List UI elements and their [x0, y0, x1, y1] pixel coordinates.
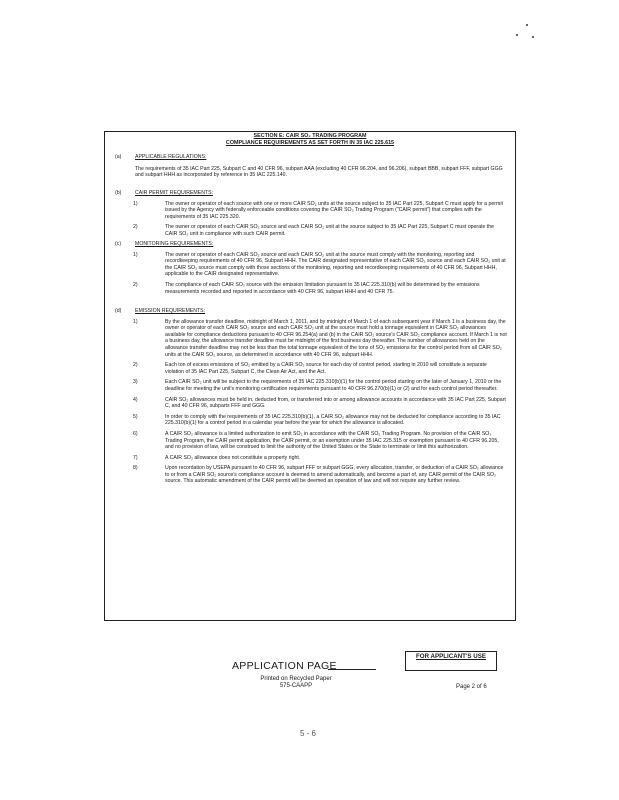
section-letter: (d)	[115, 308, 122, 314]
list-item-text: The owner or operator of each CAIR SO₂ source and each CAIR SO₂ unit at the source must comply with the monitoring, reporting and recordkeeping requirements of 40 CFR 96, Subpart HHH. The CAIR designated representative of each CAIR SO₂ source and each CAIR SO₂ unit at the CAIR SO₂ source must comply with those sections of the monitoring, reporting and recordkeeping requirements of 40 CFR 96, Subpart HHH, applicable to the CAIR designated representative.	[165, 251, 506, 278]
section-header	[105, 133, 515, 147]
section-heading	[115, 308, 507, 315]
list-item-text: The compliance of each CAIR SO₂ source with the emission limitation pursuant to 35 IAC 225.310(b) will be determined by the emissions measurements recorded and reported in accordance with 40 CFR 96, subpart HHH and 40 CFR 75.	[165, 281, 480, 295]
application-page-line	[328, 669, 376, 670]
section-heading-title: EMISSION REQUIREMENTS:	[135, 308, 206, 314]
section	[115, 308, 507, 485]
list-item	[115, 431, 507, 451]
applicant-use-label: FOR APPLICANT'S USE	[416, 653, 486, 660]
section-title: SECTION E: CAIR SO₂ TRADING PROGRAM	[253, 133, 367, 139]
list-item-text: A CAIR SO₂ allowance is a limited authorization to emit SO₂ in accordance with the CAIR SO₂ Trading Program. No provision of the CAIR SO₂ Trading Program, the CAIR permit application, the CAIR permit, or an exemption under 35 IAC 225.315 or exemption pursuant to 40 CFR 96.205, and no provision of law, will be construed to limit the authority of the United States or the State to terminate or limit this authorization.	[165, 430, 499, 451]
section	[115, 154, 507, 179]
list-item	[115, 455, 507, 462]
list-item	[115, 252, 507, 278]
section-letter: (b)	[115, 190, 122, 196]
section-paragraph: The requirements of 35 IAC Part 225, Subpart C and 40 CFR 96, subpart AAA (excluding 40 CFR 96.204, and 96.206), subpart BBB, subpart FFF, subpart GGG and subpart HHH as incorporated by reference in 35 IAC 225.140.	[135, 165, 503, 179]
compliance-section-frame	[104, 131, 516, 621]
list-item	[115, 414, 507, 427]
section-heading-title: CAIR PERMIT REQUIREMENTS:	[135, 190, 214, 196]
list-item	[115, 362, 507, 375]
list-item-number: 2)	[133, 362, 138, 369]
printed-on-label: Printed on Recycled Paper	[260, 676, 332, 682]
list-item-number: 1)	[133, 318, 138, 325]
list-item	[115, 379, 507, 392]
applicant-use-box	[405, 651, 497, 671]
list-item	[115, 224, 507, 237]
section-heading-title: MONITORING REQUIREMENTS:	[135, 241, 214, 247]
list-item-number: 8)	[133, 465, 138, 472]
list-item-text: Each CAIR SO₂ unit will be subject to the requirements of 35 IAC 225.310(b)(1) for the control period starting on the later of January 1, 2010 or the deadline for meeting the unit's monitoring certification requirements pursuant to 40 CFR 96.270(b)(1) or (2) and for each control period thereafter.	[165, 379, 502, 392]
list-item-number: 1)	[133, 200, 138, 207]
list-item	[115, 397, 507, 410]
list-item-text: Each ton of excess emissions of SO₂ emitted by a CAIR SO₂ source for each day of control period, starting in 2010 will constitute a separate violation of 35 IAC Part 225, Subpart C, the Clean Air Act, and the Act.	[165, 362, 487, 375]
list-item-text: In order to comply with the requirements of 35 IAC 225.310(b)(1), a CAIR SO₂ allowance may not be deducted for compliance according to 35 IAC 225.310(b)(1) for a control period in a calendar year before the year for which the allowance is allocated.	[165, 413, 501, 427]
list-item-number: 3)	[133, 379, 138, 386]
section	[115, 190, 507, 238]
section-heading-title: APPLICABLE REGULATIONS:	[135, 154, 207, 160]
list-item	[115, 465, 507, 485]
list-item-text: CAIR SO₂ allowances must be held in, deducted from, or transferred into or among allowance accounts in accordance with 35 IAC Part 225, Subpart C, and 40 CFR 96, subparts FFF and GGG.	[165, 396, 506, 410]
bottom-page-number: 5 - 6	[300, 729, 317, 738]
list-item	[115, 319, 507, 359]
list-item-text: A CAIR SO₂ allowance does not constitute a property right.	[165, 454, 301, 461]
section-heading	[115, 190, 507, 197]
list-item-number: 2)	[133, 224, 138, 231]
list-item-text: The owner or operator of each source with one or more CAIR SO₂ units at the source subject to 35 IAC Part 225, Subpart C must apply for a permit issued by the Agency with federally enforceable conditions covering the CAIR SO₂ Trading Program ("CAIR permit") that complies with the requirements of 35 IAC 225.320.	[165, 200, 503, 220]
form-code: 575-CAAPP	[279, 683, 313, 689]
section-letter: (a)	[115, 154, 122, 160]
section	[115, 241, 507, 295]
list-item-number: 4)	[133, 396, 138, 403]
list-item	[115, 201, 507, 221]
section-heading	[115, 241, 507, 248]
list-item	[115, 282, 507, 295]
list-item-number: 6)	[133, 430, 138, 437]
list-item-text: By the allowance transfer deadline, midnight of March 1, 2011, and by midnight of March 1 of each subsequent year if March 1 is a business day, the owner or operator of each CAIR SO₂ source and each CAIR SO₂ unit at the source must hold a tonnage equivalent in CAIR SO₂ allowances available for compliance deductions pursuant to 40 CFR 96.254(a) and (b) in the CAIR SO₂ source's CAIR SO₂ compliance account. If March 1 is not a business day, the allowance transfer deadline must be midnight of the first business day thereafter. The number of allowances held on the allowance transfer deadline may not be less than the total tonnage equivalent of the tons of SO₂ emissions for the control period from all CAIR SO₂ units at the CAIR SO₂ source, as determined in accordance with 40 CFR 96, subpart HHH.	[165, 318, 507, 358]
list-item-number: 7)	[133, 454, 138, 461]
application-page-label: APPLICATION PAGE	[232, 660, 337, 672]
list-item-text: Upon recordation by USEPA pursuant to 40 CFR 96, subpart FFF or subpart GGG, every allocation, transfer, or deduction of a CAIR SO₂ allowance to or from a CAIR SO₂ source's compliance account is deemed to amend automatically, and become a part of, any CAIR permit of the CAIR SO₂ source. This automatic amendment of the CAIR permit will be deemed an operation of law and will not require any further review.	[165, 465, 504, 485]
list-item-text: The owner or operator of each CAIR SO₂ source and each CAIR SO₂ unit at the source subject to 35 IAC Part 225, Subpart C must operate the CAIR SO₂ unit in compliance with such CAIR permit.	[165, 224, 494, 237]
print-info	[236, 676, 356, 690]
section-letter: (c)	[115, 241, 122, 247]
list-item-number: 1)	[133, 251, 138, 258]
section-subtitle: COMPLIANCE REQUIREMENTS AS SET FORTH IN 35 IAC 225.615	[225, 140, 395, 146]
page-number: Page 2 of 6	[456, 684, 487, 690]
list-item-number: 5)	[133, 413, 138, 420]
scan-specks	[512, 22, 542, 42]
section-heading	[115, 154, 507, 161]
list-item-number: 2)	[133, 281, 138, 288]
